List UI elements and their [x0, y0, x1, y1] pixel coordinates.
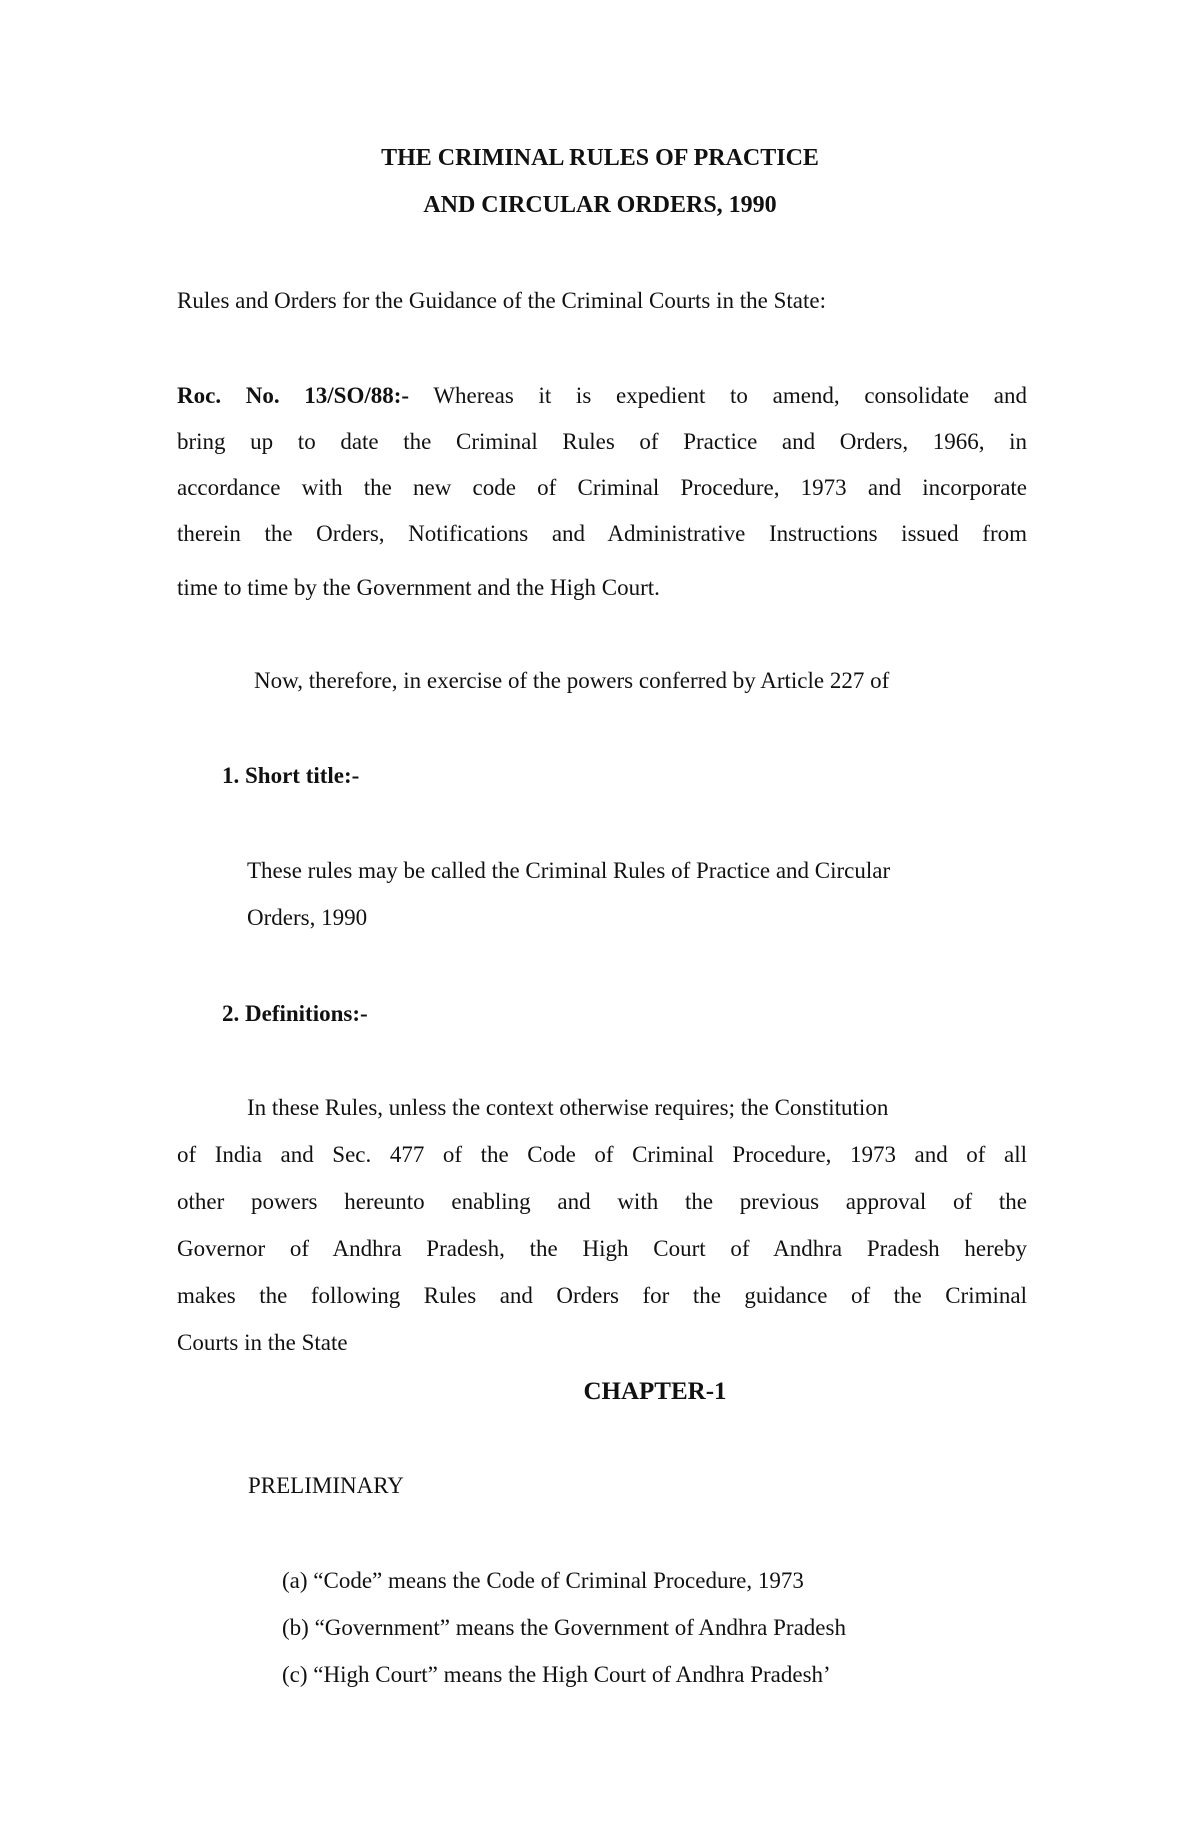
preamble-paragraph: [177, 384, 1027, 568]
document-title-line-1: THE CRIMINAL RULES OF PRACTICE: [381, 145, 819, 171]
section-1-body-line-1: These rules may be called the Criminal Rules of Practice and Circular: [247, 858, 891, 883]
section-2-paragraph: [177, 1143, 1027, 1331]
chapter-heading: CHAPTER-1: [583, 1378, 727, 1405]
preamble-line-3: accordance with the new code of Criminal Procedure, 1973 and incorporate: [177, 475, 1027, 500]
section-2-body-line-2: of India and Sec. 477 of the Code of Criminal Procedure, 1973 and of all: [177, 1142, 1027, 1167]
chapter-subheading: PRELIMINARY: [248, 1473, 404, 1498]
document-subtitle: Rules and Orders for the Guidance of the Criminal Courts in the State:: [177, 288, 826, 313]
preamble-line-5: time to time by the Government and the High Court.: [177, 575, 660, 600]
section-2-body-line-3: other powers hereunto enabling and with the previous approval of the: [177, 1189, 1027, 1214]
preamble-reference: Roc. No. 13/SO/88:-: [177, 383, 410, 408]
definition-item-b: (b) “Government” means the Government of Andhra Pradesh: [282, 1615, 846, 1640]
section-1-heading: 1. Short title:-: [222, 763, 360, 788]
preamble-line-2: bring up to date the Criminal Rules of Practice and Orders, 1966, in: [177, 429, 1027, 454]
section-1-body-line-2: Orders, 1990: [247, 905, 368, 930]
document-title-line-2: AND CIRCULAR ORDERS, 1990: [423, 192, 777, 218]
definition-item-a: (a) “Code” means the Code of Criminal Procedure, 1973: [282, 1568, 804, 1593]
section-2-body-line-5: makes the following Rules and Orders for the guidance of the Criminal: [177, 1283, 1027, 1308]
section-2-body-line-4: Governor of Andhra Pradesh, the High Court of Andhra Pradesh hereby: [177, 1236, 1027, 1261]
preamble-line-1: Whereas it is expedient to amend, consolidate and: [409, 383, 1027, 408]
section-2-body-line-6: Courts in the State: [177, 1330, 348, 1355]
definition-item-c: (c) “High Court” means the High Court of Andhra Pradesh’: [282, 1662, 831, 1687]
section-2-body-line-1: In these Rules, unless the context otherwise requires; the Constitution: [247, 1095, 889, 1120]
preamble-line-4: therein the Orders, Notifications and Administrative Instructions issued from: [177, 521, 1027, 546]
section-2-heading: 2. Definitions:-: [222, 1001, 368, 1026]
now-therefore-line: Now, therefore, in exercise of the powers conferred by Article 227 of: [254, 668, 890, 693]
